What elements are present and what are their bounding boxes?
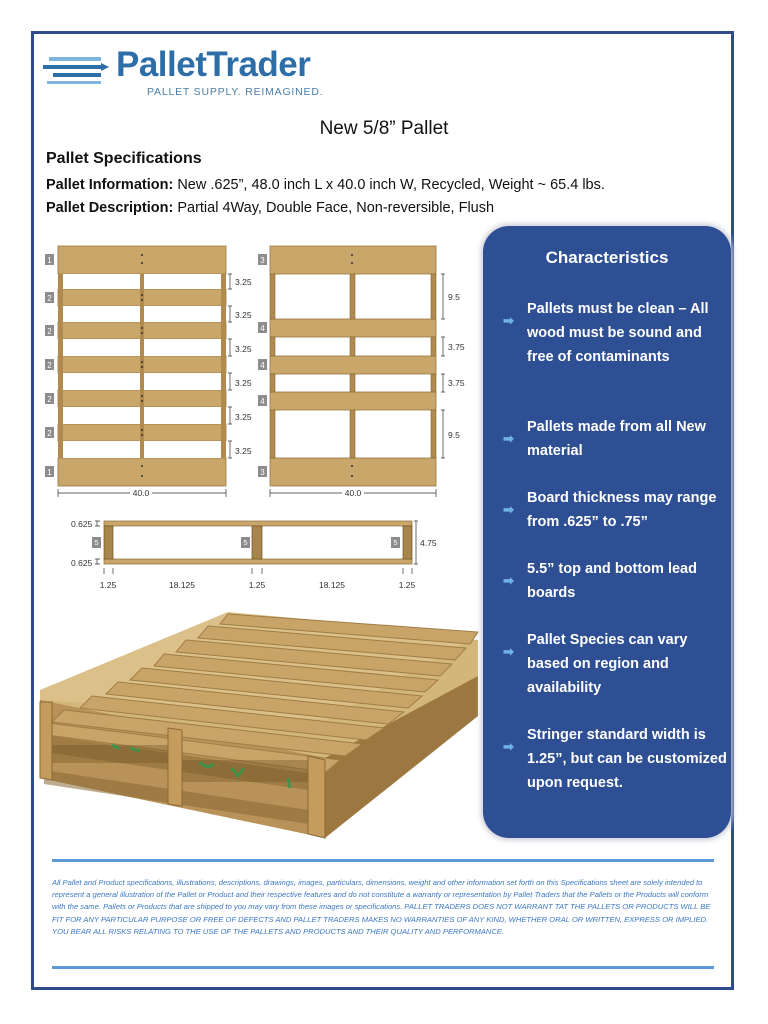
board-label: 3: [260, 468, 265, 477]
bottom-deck-board: [270, 392, 436, 410]
arrow-right-icon: ➡: [503, 313, 514, 328]
gap-dimension: 3.25: [235, 378, 252, 388]
divider: [52, 859, 714, 862]
side-dimension: 18.125: [319, 580, 345, 590]
arrow-right-icon: ➡: [503, 502, 514, 517]
top-deck-board: [58, 458, 226, 486]
page-title: New 5/8” Pallet: [319, 118, 449, 139]
top-view-diagram: [45, 246, 252, 498]
board-label: 4: [260, 397, 265, 406]
pallet-description-label: Pallet Description:: [46, 200, 174, 216]
characteristics-title: Characteristics: [545, 248, 669, 267]
bottom-deck-board: [270, 356, 436, 374]
logo-wordmark: PalletTrader: [116, 45, 311, 84]
arrow-right-icon: ➡: [503, 739, 514, 754]
gap-dimension: 3.25: [235, 310, 252, 320]
side-dimension: 1.25: [99, 580, 117, 590]
characteristic-text: Pallets must be clean – All wood must be sound and free of contaminants: [527, 301, 709, 365]
characteristic-text: Pallet Species can vary based on region and availability: [527, 632, 688, 696]
gap-dimension: 3.25: [235, 412, 252, 422]
side-dimension: 1.25: [248, 580, 266, 590]
pallet-description-value: Partial 4Way, Double Face, Non-reversible, Flush: [173, 200, 495, 216]
bottom-deck-board: [270, 246, 436, 274]
pallet-information-value: New .625”, 48.0 inch L x 40.0 inch W, Recycled, Weight ~ 65.4 lbs.: [173, 177, 605, 193]
side-view-diagram: [71, 519, 437, 590]
board-label: 2: [47, 327, 52, 336]
logo-tagline: PALLET SUPPLY. REIMAGINED.: [147, 86, 324, 98]
characteristic-text: Stringer standard width is 1.25”, but can be customized upon request.: [527, 727, 727, 791]
height-dimension: 4.75: [420, 538, 437, 548]
thickness-dimension: 0.625: [71, 519, 93, 529]
board-label: 2: [47, 395, 52, 404]
top-stringer: [58, 274, 63, 458]
top-stringer: [221, 274, 226, 458]
width-dimension: 40.0: [344, 488, 362, 498]
specs-heading: Pallet Specifications: [46, 150, 202, 167]
stringer-label: 5: [243, 538, 248, 547]
arrow-right-icon: ➡: [503, 573, 514, 588]
board-label: 2: [47, 361, 52, 370]
gap-dimension: 3.75: [448, 342, 465, 352]
board-label: 1: [47, 256, 52, 265]
gap-dimension: 3.75: [448, 378, 465, 388]
arrow-right-icon: ➡: [503, 644, 514, 659]
board-label: 1: [47, 468, 52, 477]
side-dimension: 1.25: [398, 580, 416, 590]
board-label: 4: [260, 361, 265, 370]
gap-dimension: 3.25: [235, 446, 252, 456]
gap-dimension: 9.5: [448, 430, 460, 440]
characteristic-text: Pallets made from all New material: [527, 419, 706, 459]
board-label: 4: [260, 324, 265, 333]
thickness-dimension: 0.625: [71, 558, 93, 568]
pallet-information-label: Pallet Information:: [46, 177, 174, 193]
divider: [52, 966, 714, 969]
board-label: 3: [260, 256, 265, 265]
board-label: 2: [47, 294, 52, 303]
gap-dimension: 9.5: [448, 292, 460, 302]
stringer-label: 5: [393, 538, 398, 547]
disclaimer: All Pallet and Product specifications, illustrations, descriptions, drawings, images, particulars, dimensions, weight and other information set forth on this Specifications sheet are solely intended to represent a general illustration of the Pallet or Product and their respective features and do not constitute a warranty or representation by Pallet Traders that the Pallets or the Products will conform with the same. Pallets or Products that are shipped to you may vary from these images or specifications. PALLET TRADERS DOES NOT WARRANT TAT THE PALLETS OR PRODUCTS WILL BE FIT FOR ANY PARTICULAR PURPOSE OR FREE OF DEFECTS AND PALLET TRADERS MAKES NO WARRANTIES OF ANY KIND, WHETHER ORAL OR WRITTEN, EXPRESS OR IMPLIED. YOU BEAR ALL RISKS RELATING TO THE USE OF THE PALLETS AND PRODUCTS AND THEIR QUALITY AND PERFORMANCE.: [52, 878, 711, 936]
board-label: 2: [47, 429, 52, 438]
pallet-photo: [40, 612, 478, 838]
characteristic-text: 5.5” top and bottom lead boards: [527, 561, 697, 601]
characteristic-text: Board thickness may range from .625” to .75”: [527, 490, 717, 530]
stringer-label: 5: [94, 538, 99, 547]
top-deck-board: [58, 246, 226, 274]
gap-dimension: 3.25: [235, 344, 252, 354]
characteristics-panel: [483, 226, 731, 838]
bottom-deck-board: [270, 458, 436, 486]
bottom-view-diagram: [258, 246, 465, 498]
arrow-right-icon: ➡: [503, 431, 514, 446]
bottom-deck-board: [270, 319, 436, 337]
width-dimension: 40.0: [132, 488, 150, 498]
side-dimension: 18.125: [169, 580, 195, 590]
gap-dimension: 3.25: [235, 277, 252, 287]
